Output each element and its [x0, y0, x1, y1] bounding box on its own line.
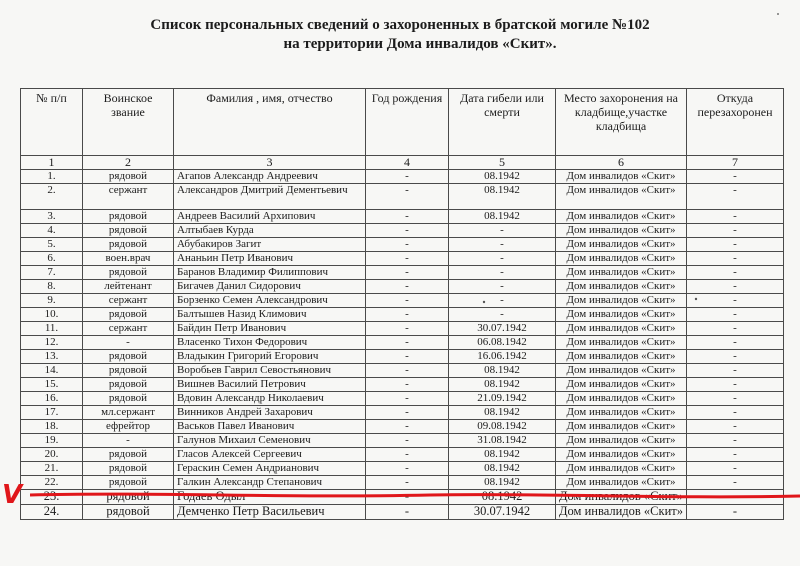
col-number: 5: [449, 156, 556, 170]
row-number: 12.: [21, 336, 83, 350]
table-row: [21, 378, 784, 392]
burial-place-cell: Дом инвалидов «Скит»: [556, 170, 687, 184]
col-number: 6: [556, 156, 687, 170]
name-cell: Байдин Петр Иванович: [174, 322, 366, 336]
rank-cell: воен.врач: [83, 252, 174, 266]
burial-place-cell: Дом инвалидов «Скит»: [556, 224, 687, 238]
row-number: 6.: [21, 252, 83, 266]
birth-year-cell: -: [366, 266, 449, 280]
col-number: 1: [21, 156, 83, 170]
origin-cell: -: [686, 280, 783, 294]
row-number: 1.: [21, 170, 83, 184]
death-date-cell: -: [449, 266, 556, 280]
name-cell: Галунов Михаил Семенович: [174, 434, 366, 448]
death-date-cell: 21.09.1942: [449, 392, 556, 406]
death-date-cell: 08.1942: [449, 378, 556, 392]
rank-cell: рядовой: [83, 462, 174, 476]
rank-cell: рядовой: [83, 308, 174, 322]
rank-cell: лейтенант: [83, 280, 174, 294]
birth-year-cell: -: [366, 448, 449, 462]
table-row: [21, 490, 784, 505]
row-number: 19.: [21, 434, 83, 448]
death-date-cell: 16.06.1942: [449, 350, 556, 364]
red-check-mark: V: [2, 480, 23, 510]
table-row: [21, 392, 784, 406]
death-date-cell: 08.1942: [449, 184, 556, 210]
title-line-1: Список персональных сведений о захороненных в братской могиле №102: [150, 17, 650, 33]
origin-cell: -: [686, 308, 783, 322]
table-row: [21, 266, 784, 280]
birth-year-cell: -: [366, 392, 449, 406]
col-number: 2: [83, 156, 174, 170]
origin-cell: -: [686, 210, 783, 224]
rank-cell: рядовой: [83, 364, 174, 378]
death-date-cell: 08.1942: [449, 406, 556, 420]
table-row: [21, 238, 784, 252]
row-number: 15.: [21, 378, 83, 392]
name-cell: Бигачев Данил Сидорович: [174, 280, 366, 294]
origin-cell: -: [686, 448, 783, 462]
death-date-cell: 09.08.1942: [449, 420, 556, 434]
origin-cell: -: [686, 266, 783, 280]
burial-place-cell: Дом инвалидов «Скит»: [556, 406, 687, 420]
death-date-cell: 08.1942: [449, 490, 556, 505]
row-number: 11.: [21, 322, 83, 336]
rank-cell: сержант: [83, 322, 174, 336]
name-cell: Борзенко Семен Александрович: [174, 294, 366, 308]
row-number: 7.: [21, 266, 83, 280]
rank-cell: рядовой: [83, 378, 174, 392]
name-cell: Агапов Александр Андреевич: [174, 170, 366, 184]
row-number: 13.: [21, 350, 83, 364]
col-number: 4: [366, 156, 449, 170]
col-number: 7: [686, 156, 783, 170]
burial-place-cell: Дом инвалидов «Скит»: [556, 392, 687, 406]
birth-year-cell: -: [366, 364, 449, 378]
burial-place-cell: Дом инвалидов «Скит»: [556, 364, 687, 378]
birth-year-cell: -: [366, 210, 449, 224]
name-cell: Галкин Александр Степанович: [174, 476, 366, 490]
name-cell: Вдовин Александр Николаевич: [174, 392, 366, 406]
origin-cell: -: [686, 364, 783, 378]
table-row: [21, 476, 784, 490]
death-date-cell: 30.07.1942: [449, 505, 556, 520]
name-cell: Андреев Василий Архипович: [174, 210, 366, 224]
rank-cell: ефрейтор: [83, 420, 174, 434]
table-row: [21, 336, 784, 350]
table-row: [21, 434, 784, 448]
death-date-cell: 06.08.1942: [449, 336, 556, 350]
burial-place-cell: Дом инвалидов «Скит»: [556, 238, 687, 252]
rank-cell: рядовой: [83, 350, 174, 364]
row-number: 10.: [21, 308, 83, 322]
col-header-origin: Откуда перезахоронен: [686, 89, 783, 156]
burial-place-cell: Дом инвалидов «Скит»: [556, 476, 687, 490]
birth-year-cell: -: [366, 336, 449, 350]
birth-year-cell: -: [366, 322, 449, 336]
birth-year-cell: -: [366, 308, 449, 322]
name-cell: Баранов Владимир Филиппович: [174, 266, 366, 280]
origin-cell: -: [686, 406, 783, 420]
row-number: 8.: [21, 280, 83, 294]
burial-place-cell: Дом инвалидов «Скит»: [556, 505, 687, 520]
burial-place-cell: Дом инвалидов «Скит»: [556, 252, 687, 266]
table-row: [21, 252, 784, 266]
table-row: [21, 505, 784, 520]
death-date-cell: -: [449, 294, 556, 308]
rank-cell: -: [83, 336, 174, 350]
birth-year-cell: -: [366, 238, 449, 252]
origin-cell: -: [686, 238, 783, 252]
name-cell: Винников Андрей Захарович: [174, 406, 366, 420]
burial-place-cell: Дом инвалидов «Скит»: [556, 336, 687, 350]
rank-cell: -: [83, 434, 174, 448]
death-date-cell: 30.07.1942: [449, 322, 556, 336]
burial-place-cell: Дом инвалидов «Скит»: [556, 420, 687, 434]
death-date-cell: -: [449, 280, 556, 294]
name-cell: Власенко Тихон Федорович: [174, 336, 366, 350]
row-number: 5.: [21, 238, 83, 252]
burial-place-cell: Дом инвалидов «Скит»: [556, 266, 687, 280]
burial-place-cell: Дом инвалидов «Скит»: [556, 434, 687, 448]
origin-cell: -: [686, 322, 783, 336]
row-number: 22.: [21, 476, 83, 490]
row-number: 20.: [21, 448, 83, 462]
rank-cell: рядовой: [83, 170, 174, 184]
rank-cell: сержант: [83, 184, 174, 210]
rank-cell: сержант: [83, 294, 174, 308]
death-date-cell: 08.1942: [449, 364, 556, 378]
death-date-cell: 08.1942: [449, 210, 556, 224]
name-cell: Гласов Алексей Сергеевич: [174, 448, 366, 462]
rank-cell: рядовой: [83, 505, 174, 520]
table-row: [21, 184, 784, 210]
name-cell: Балтышев Назид Климович: [174, 308, 366, 322]
death-date-cell: 31.08.1942: [449, 434, 556, 448]
table-row: [21, 322, 784, 336]
origin-cell: -: [686, 392, 783, 406]
table-row: [21, 350, 784, 364]
origin-cell: -: [686, 434, 783, 448]
name-cell: Гераскин Семен Андрианович: [174, 462, 366, 476]
table-row: [21, 294, 784, 308]
origin-cell: -: [686, 224, 783, 238]
origin-cell: -: [686, 476, 783, 490]
burial-place-cell: Дом инвалидов «Скит»: [556, 448, 687, 462]
name-cell: Алтыбаев Курда: [174, 224, 366, 238]
birth-year-cell: -: [366, 476, 449, 490]
speck: [777, 13, 779, 15]
burial-place-cell: Дом инвалидов «Скит»: [556, 210, 687, 224]
row-number: 2.: [21, 184, 83, 210]
table-row: [21, 224, 784, 238]
burial-place-cell: Дом инвалидов «Скит»: [556, 462, 687, 476]
col-header-burial-place: Место захоронения на кладбище,участке кладбища: [556, 89, 687, 156]
birth-year-cell: -: [366, 462, 449, 476]
col-header-name: Фамилия , имя, отчество: [174, 89, 366, 156]
row-number: 4.: [21, 224, 83, 238]
col-header-death-date: Дата гибели или смерти: [449, 89, 556, 156]
birth-year-cell: -: [366, 184, 449, 210]
document-title: [0, 16, 800, 54]
birth-year-cell: -: [366, 420, 449, 434]
death-date-cell: -: [449, 224, 556, 238]
col-header-birth-year: Год рождения: [366, 89, 449, 156]
table-row: [21, 280, 784, 294]
death-date-cell: -: [449, 238, 556, 252]
burial-place-cell: Дом инвалидов «Скит»: [556, 280, 687, 294]
birth-year-cell: -: [366, 252, 449, 266]
origin-cell: -: [686, 378, 783, 392]
origin-cell: -: [686, 350, 783, 364]
rank-cell: рядовой: [83, 392, 174, 406]
birth-year-cell: -: [366, 406, 449, 420]
birth-year-cell: -: [366, 280, 449, 294]
table-row: [21, 210, 784, 224]
row-number: 17.: [21, 406, 83, 420]
row-number: 24.: [21, 505, 83, 520]
death-date-cell: 08.1942: [449, 170, 556, 184]
burial-place-cell: Дом инвалидов «Скит»: [556, 308, 687, 322]
burial-place-cell: Дом инвалидов «Скит»: [556, 184, 687, 210]
origin-cell: -: [686, 490, 783, 505]
burial-place-cell: Дом инвалидов «Скит»: [556, 490, 687, 505]
row-number: 16.: [21, 392, 83, 406]
burial-place-cell: Дом инвалидов «Скит»: [556, 322, 687, 336]
table-row: [21, 420, 784, 434]
table-row: [21, 406, 784, 420]
title-line-2: на территории Дома инвалидов «Скит».: [283, 36, 557, 52]
row-number: 21.: [21, 462, 83, 476]
rank-cell: рядовой: [83, 238, 174, 252]
birth-year-cell: -: [366, 170, 449, 184]
birth-year-cell: -: [366, 294, 449, 308]
table-row: [21, 448, 784, 462]
origin-cell: -: [686, 336, 783, 350]
col-header-number: № п/п: [21, 89, 83, 156]
row-number: 18.: [21, 420, 83, 434]
rank-cell: мл.сержант: [83, 406, 174, 420]
rank-cell: рядовой: [83, 448, 174, 462]
name-cell: Ананьин Петр Иванович: [174, 252, 366, 266]
death-date-cell: -: [449, 252, 556, 266]
birth-year-cell: -: [366, 224, 449, 238]
burial-place-cell: Дом инвалидов «Скит»: [556, 350, 687, 364]
death-date-cell: 08.1942: [449, 462, 556, 476]
row-number: 14.: [21, 364, 83, 378]
table-row: [21, 170, 784, 184]
burial-table: [20, 88, 784, 520]
row-number: 3.: [21, 210, 83, 224]
name-cell: Васьков Павел Иванович: [174, 420, 366, 434]
birth-year-cell: -: [366, 490, 449, 505]
rank-cell: рядовой: [83, 266, 174, 280]
column-number-row: [21, 156, 784, 170]
origin-cell: -: [686, 184, 783, 210]
table-row: [21, 364, 784, 378]
birth-year-cell: -: [366, 505, 449, 520]
name-cell: Владыкин Григорий Егорович: [174, 350, 366, 364]
table-body: [21, 170, 784, 520]
table-row: [21, 308, 784, 322]
name-cell: Абубакиров Загит: [174, 238, 366, 252]
col-header-rank: Воинское звание: [83, 89, 174, 156]
rank-cell: рядовой: [83, 210, 174, 224]
origin-cell: -: [686, 420, 783, 434]
rank-cell: рядовой: [83, 476, 174, 490]
origin-cell: -: [686, 462, 783, 476]
header-row: [21, 89, 784, 156]
name-cell: Александров Дмитрий Дементьевич: [174, 184, 366, 210]
name-cell: Воробьев Гаврил Севостьянович: [174, 364, 366, 378]
birth-year-cell: -: [366, 378, 449, 392]
table-row: [21, 462, 784, 476]
origin-cell: -: [686, 170, 783, 184]
burial-place-cell: Дом инвалидов «Скит»: [556, 378, 687, 392]
death-date-cell: 08.1942: [449, 476, 556, 490]
death-date-cell: 08.1942: [449, 448, 556, 462]
name-cell: Демченко Петр Васильевич: [174, 505, 366, 520]
row-number: 23.: [21, 490, 83, 505]
burial-place-cell: Дом инвалидов «Скит»: [556, 294, 687, 308]
name-cell: Годаев Одыл: [174, 490, 366, 505]
rank-cell: рядовой: [83, 490, 174, 505]
birth-year-cell: -: [366, 350, 449, 364]
origin-cell: -: [686, 505, 783, 520]
row-number: 9.: [21, 294, 83, 308]
death-date-cell: -: [449, 308, 556, 322]
birth-year-cell: -: [366, 434, 449, 448]
rank-cell: рядовой: [83, 224, 174, 238]
origin-cell: -: [686, 252, 783, 266]
name-cell: Вишнев Василий Петрович: [174, 378, 366, 392]
col-number: 3: [174, 156, 366, 170]
origin-cell: -: [686, 294, 783, 308]
